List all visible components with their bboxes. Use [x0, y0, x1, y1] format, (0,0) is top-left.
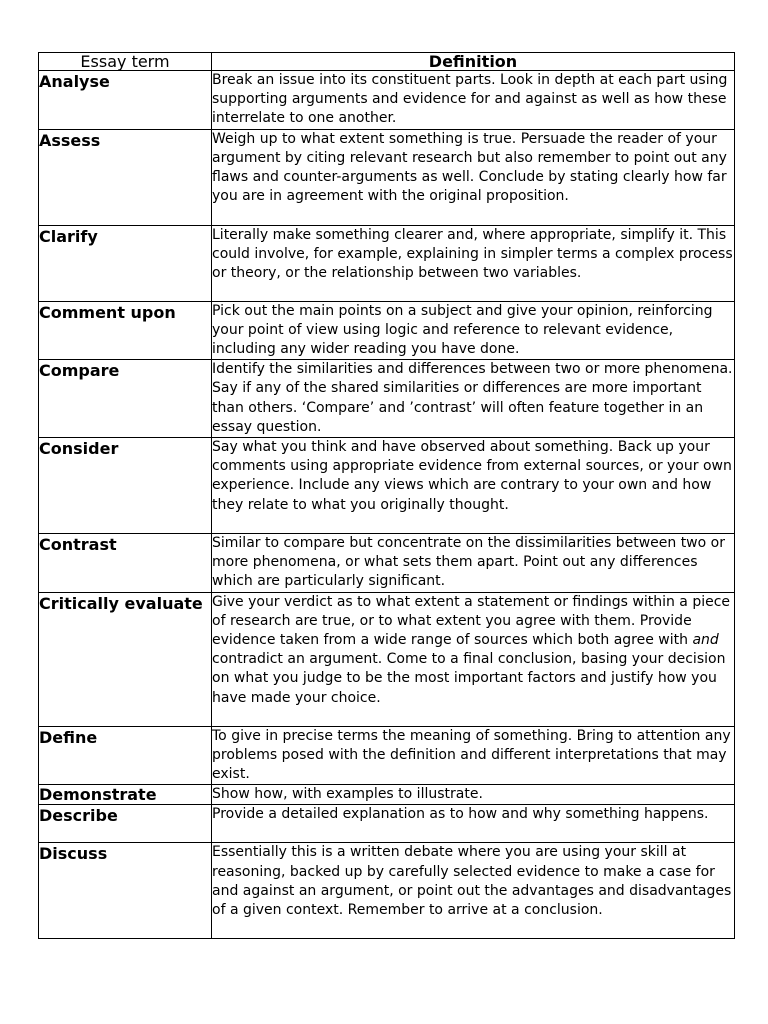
term-demonstrate: Demonstrate: [39, 785, 157, 805]
definition-consider: Say what you think and have observed about something. Back up your comments using appropriate evidence from external sources, or your own experience. Include any views which are contrary to your own and how they relate to what you originally thought.: [212, 439, 732, 513]
definition-cell: [212, 438, 735, 534]
term-cell: [39, 301, 212, 360]
term-compare: Compare: [39, 361, 120, 381]
term-critically-evaluate: Critically evaluate: [39, 593, 203, 613]
definition-cell: [212, 592, 735, 726]
definition-cell: [212, 360, 735, 438]
term-define: Define: [39, 727, 98, 747]
term-describe: Describe: [39, 806, 118, 826]
definition-describe: Provide a detailed explanation as to how and why something happens.: [212, 806, 709, 823]
definition-discuss: Essentially this is a written debate where you are using your skill at reasoning, backed up by carefully selected evidence to make a case for and against an argument, or point out the advantages and disadvantages of a given context. Remember to arrive at a conclusion.: [212, 844, 732, 919]
table-row: [39, 592, 735, 726]
term-comment-upon: Comment upon: [39, 302, 176, 322]
definition-cell: [212, 225, 735, 301]
term-cell: [39, 225, 212, 301]
term-cell: [39, 438, 212, 534]
table-row: [39, 843, 735, 939]
definition-critically-evaluate-part-2: contradict an argument. Come to a final conclusion, basing your decision on what you judge to be the most important factors and justify how you have made your choice.: [212, 651, 726, 706]
term-cell: [39, 592, 212, 726]
definition-cell: [212, 726, 735, 785]
definition-cell: [212, 785, 735, 805]
definition-critically-evaluate: [212, 593, 734, 708]
term-discuss: Discuss: [39, 844, 108, 864]
definition-critically-evaluate-part-1: Give your verdict as to what extent a statement or findings within a piece of research are true, or to what extent you agree with them. Provide evidence taken from a wide range of sources which both agree with: [212, 593, 731, 649]
definition-cell: [212, 805, 735, 843]
definition-comment-upon: Pick out the main points on a subject and give your opinion, reinforcing your point of view using logic and reference to relevant evidence, including any wider reading you have done.: [212, 302, 713, 358]
term-analyse: Analyse: [39, 72, 110, 91]
definition-clarify: Literally make something clearer and, where appropriate, simplify it. This could involve, for example, explaining in simpler terms a complex process or theory, or the relationship between two variables.: [212, 226, 733, 282]
table-row: [39, 71, 735, 130]
term-cell: [39, 805, 212, 843]
essay-terms-table: [38, 52, 735, 939]
table-row: [39, 225, 735, 301]
table-row: [39, 726, 735, 785]
definition-compare: Identify the similarities and differences between two or more phenomena. Say if any of the shared similarities or differences are more important than others. ‘Compare’ and ’contrast’ will often feature together in an essay question.: [212, 361, 733, 435]
definition-cell: [212, 843, 735, 939]
term-consider: Consider: [39, 439, 119, 459]
term-cell: [39, 534, 212, 593]
definition-contrast: Similar to compare but concentrate on the dissimilarities between two or more phenomena, or what sets them apart. Point out any differences which are particularly significant.: [212, 535, 725, 590]
term-cell: [39, 785, 212, 805]
table-row: [39, 129, 735, 225]
definition-cell: [212, 301, 735, 360]
header-row: [39, 53, 735, 71]
term-contrast: Contrast: [39, 535, 117, 555]
term-cell: [39, 129, 212, 225]
term-clarify: Clarify: [39, 226, 98, 246]
definition-cell: [212, 71, 735, 130]
header-essay-term: Essay term: [39, 53, 212, 71]
term-cell: [39, 726, 212, 785]
table-row: [39, 438, 735, 534]
table-row: [39, 360, 735, 438]
term-cell: [39, 71, 212, 130]
definition-demonstrate: Show how, with examples to illustrate.: [212, 786, 483, 803]
term-cell: [39, 843, 212, 939]
definition-assess: Weigh up to what extent something is true. Persuade the reader of your argument by citing relevant research but also remember to point out any flaws and counter-arguments as well. Conclude by stating clearly how far you are in agreement with the original proposition.: [212, 130, 727, 205]
definition-cell: [212, 534, 735, 593]
table-row: [39, 785, 735, 805]
term-cell: [39, 360, 212, 438]
header-definition: Definition: [212, 53, 735, 71]
table-row: [39, 301, 735, 360]
definition-analyse: Break an issue into its constituent parts. Look in depth at each part using supporting arguments and evidence for and against as well as how these interrelate to one another.: [212, 72, 728, 127]
definition-define: To give in precise terms the meaning of something. Bring to attention any problems posed with the definition and different interpretations that may exist.: [212, 727, 731, 783]
table-row: [39, 534, 735, 593]
term-assess: Assess: [39, 130, 101, 150]
definition-critically-evaluate-emphasis: and: [692, 632, 719, 649]
definition-cell: [212, 129, 735, 225]
table-row: [39, 805, 735, 843]
